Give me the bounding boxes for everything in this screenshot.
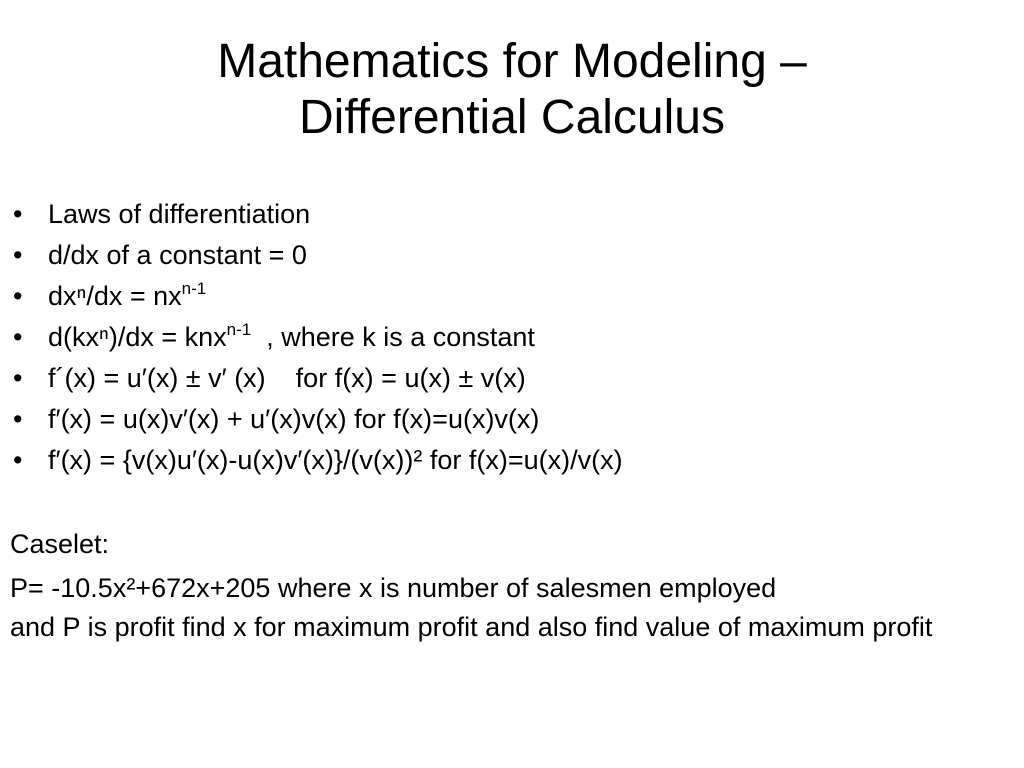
bullet-icon: • — [13, 445, 23, 475]
bullet-item — [10, 440, 1010, 481]
bullet-icon: • — [13, 322, 23, 352]
caselet-equation: P= -10.5x²+672x+205 where x is number of salesmen employed — [10, 573, 777, 603]
bullet-icon: • — [13, 240, 23, 270]
bullet-list — [10, 194, 1010, 481]
bullet-item — [10, 235, 1010, 276]
bullet-icon: • — [13, 404, 23, 434]
caselet-heading: Caselet: — [10, 529, 110, 559]
slide-title — [0, 34, 1024, 146]
bullet-text: f´(x) = u′(x) ± v′ (x) for f(x) = u(x) ± v(x) — [48, 363, 526, 393]
bullet-icon: • — [13, 281, 23, 311]
bullet-item — [10, 194, 1010, 235]
caselet-question: and P is profit find x for maximum profit and also find value of maximum profit — [10, 612, 933, 642]
bullet-item — [10, 399, 1010, 440]
bullet-text: Laws of differentiation — [48, 199, 311, 229]
caselet-section — [10, 522, 1010, 642]
bullet-text-suffix: , where k is a constant — [251, 322, 535, 352]
bullet-text: d/dx of a constant = 0 — [48, 240, 307, 270]
bullet-text: f′(x) = u(x)v′(x) + u′(x)v(x) for f(x)=u(x)v(x) — [48, 404, 540, 434]
bullet-item — [10, 317, 1010, 358]
bullet-text: dxⁿ/dx = nx — [48, 281, 182, 311]
bullet-item — [10, 358, 1010, 399]
bullet-text: d(kxⁿ)/dx = knx — [48, 322, 227, 352]
slide-title-line-2: Differential Calculus — [299, 91, 725, 144]
bullet-icon: • — [13, 199, 23, 229]
bullet-text: f′(x) = {v(x)u′(x)-u(x)v′(x)}/(v(x))² for f(x)=u(x)/v(x) — [48, 445, 623, 475]
bullet-superscript: n-1 — [226, 320, 252, 339]
bullet-superscript: n-1 — [181, 279, 207, 298]
slide-title-line-1: Mathematics for Modeling – — [217, 35, 807, 88]
bullet-item — [10, 276, 1010, 317]
bullet-icon: • — [13, 363, 23, 393]
